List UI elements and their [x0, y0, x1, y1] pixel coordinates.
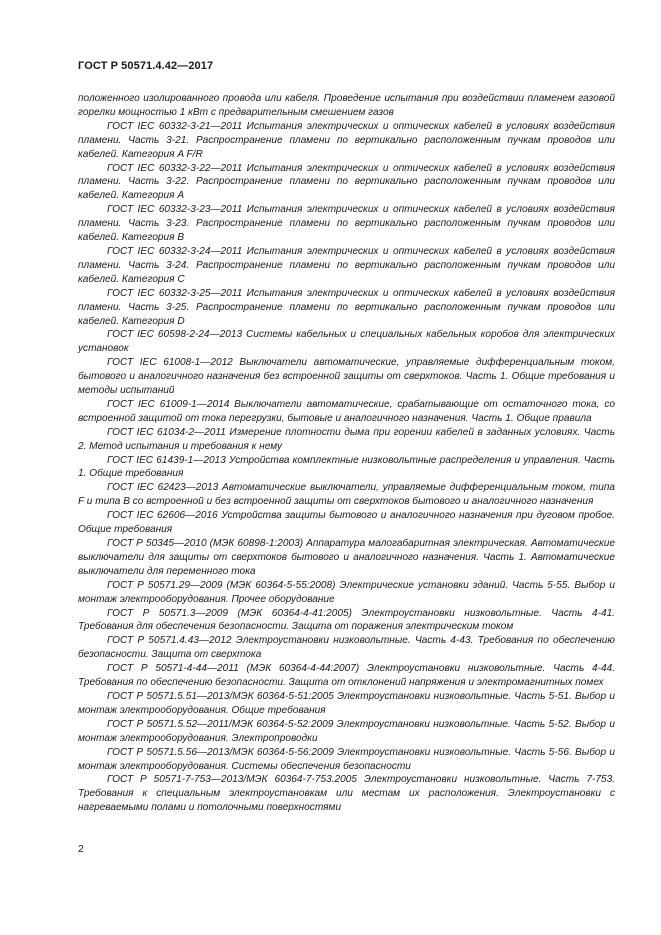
reference-item: ГОСТ Р 50571.29—2009 (МЭК 60364-5-55:2008) Электрические установки зданий. Часть 5-55. Выбор и монтаж электрооборудования. Прочее оборудование [78, 579, 615, 605]
reference-item: ГОСТ Р 50571.5.56—2013/МЭК 60364-5-56:2009 Электроустановки низковольтные. Часть 5-56. Выбор и монтаж электрооборудования. Системы обеспечения безопасности [78, 746, 615, 772]
reference-item: ГОСТ IEC 61034-2—2011 Измерение плотности дыма при горении кабелей в заданных условиях. Часть 2. Метод испытания и требования к нему [78, 426, 615, 452]
reference-item: ГОСТ IEC 62606—2016 Устройства защиты бытового и аналогичного назначения при дуговом пробое. Общие требования [78, 510, 615, 536]
reference-item: ГОСТ Р 50571-7-753—2013/МЭК 60364-7-753.2005 Электроустановки низковольтные. Часть 7-753. Требования к специальным электроустановкам или местам их расположения. Электроустановки с нагреваемыми полами и потолочными поверхностями [78, 774, 615, 814]
reference-item: ГОСТ Р 50571.5.52—2011/МЭК 60364-5-52:2009 Электроустановки низковольтные. Часть 5-52. Выбор и монтаж электрооборудования. Электропроводки [78, 718, 615, 744]
reference-item: ГОСТ IEC 61009-1—2014 Выключатели автоматические, срабатывающие от остаточного тока, со встроенной защитой от тока перегрузки, бытовые и аналогичного назначения. Часть 1. Общие правила [78, 398, 615, 424]
reference-item: ГОСТ IEC 61008-1—2012 Выключатели автоматические, управляемые дифференциальным током, бытового и аналогичного назначения без встроенной защиты от сверхтоков. Часть 1. Общие требования и методы испытаний [78, 357, 615, 397]
reference-item: ГОСТ IEC 60332-3-21—2011 Испытания электрических и оптических кабелей в условиях воздействия пламени. Часть 3-21. Распространение пламени по вертикально расположенным пучкам проводов или кабелей. Категория A F/R [78, 120, 615, 160]
page-number: 2 [78, 843, 84, 855]
reference-item: ГОСТ Р 50345—2010 (МЭК 60898-1:2003) Аппаратура малогабаритная электрическая. Автоматические выключатели для защиты от сверхтоков бытового и аналогичного назначения. Часть 1. Автоматические выключатели для переменного тока [78, 538, 615, 577]
reference-item: ГОСТ IEC 62423—2013 Автоматические выключатели, управляемые дифференциальным током, типа F и типа B со встроенной и без встроенной защиты от сверхтоков бытового и аналогичного назначения [78, 482, 615, 508]
reference-item: ГОСТ Р 50571.3—2009 (МЭК 60364-4-41:2005) Электроустановки низковольтные. Часть 4-41. Требования для обеспечения безопасности. Защита от поражения электрическим током [78, 607, 615, 633]
reference-item: ГОСТ Р 50571-4-44—2011 (МЭК 60364-4-44:2007) Электроустановки низковольтные. Часть 4-44. Требования по обеспечению безопасности. Защита от отклонений напряжения и электромагнитных помех [78, 663, 615, 689]
reference-item: ГОСТ IEC 60332-3-23—2011 Испытания электрических и оптических кабелей в условиях воздействия пламени. Часть 3-23. Распространение пламени по вертикально расположенным пучкам проводов или кабелей. Категория B [78, 204, 615, 244]
references-body [78, 92, 615, 815]
reference-item: ГОСТ Р 50571.4.43—2012 Электроустановки низковольтные. Часть 4-43. Требования по обеспечению безопасности. Защита от сверхтока [78, 635, 615, 661]
reference-item: ГОСТ Р 50571.5.51—2013/МЭК 60364-5-51:2005 Электроустановки низковольтные. Часть 5-51. Выбор и монтаж электрооборудования. Общие требования [78, 690, 615, 716]
reference-item: ГОСТ IEC 61439-1—2013 Устройства комплектные низковольтные распределения и управления. Часть 1. Общие требования [78, 454, 615, 480]
reference-item: ГОСТ IEC 60332-3-22—2011 Испытания электрических и оптических кабелей в условиях воздействия пламени. Часть 3-22. Распространение пламени по вертикально расположенным пучкам проводов или кабелей. Категория A [78, 162, 615, 202]
reference-item: ГОСТ IEC 60332-3-25—2011 Испытания электрических и оптических кабелей в условиях воздействия пламени. Часть 3-25. Распространение пламени по вертикально расположенным пучкам проводов или кабелей. Категория D [78, 287, 615, 327]
continuation-paragraph: положенного изолированного провода или кабеля. Проведение испытания при воздействии пламенем газовой горелки мощностью 1 кВт с предварительным смешением газов [78, 93, 615, 118]
reference-item: ГОСТ IEC 60598-2-24—2013 Системы кабельных и специальных кабельных коробов для электрических установок [78, 329, 615, 355]
reference-item: ГОСТ IEC 60332-3-24—2011 Испытания электрических и оптических кабелей в условиях воздействия пламени. Часть 3-24. Распространение пламени по вертикально расположенным пучкам проводов или кабелей. Категория C [78, 245, 615, 285]
document-header-title: ГОСТ Р 50571.4.42—2017 [78, 60, 214, 72]
